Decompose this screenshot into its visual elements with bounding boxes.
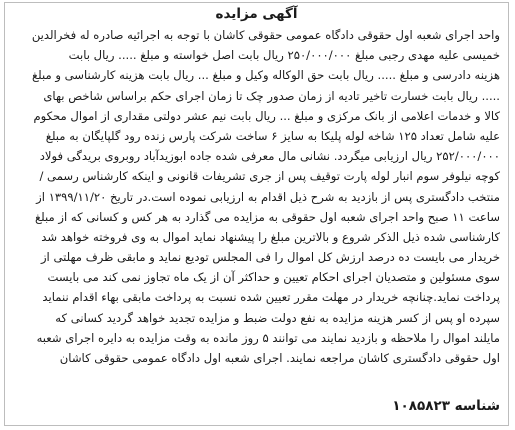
- notice-line: واحد اجرای شعبه اول حقوقی دادگاه عمومی حقوقی کاشان با توجه به اجرائیه صادره له فخرالدین: [31, 28, 500, 42]
- notice-line: علیه شامل تعداد ۱۲۵ شاخه لوله پلیکا به سایز ۶ ساخت شرکت پارس زنده رود گلپایگان به مبلغ: [45, 128, 500, 143]
- notice-line: هزینه دادرسی و مبلغ ..... ریال بابت حق الوکاله وکیل و مبلغ ... ریال بابت هزینه کارشناسی و مبلغ: [31, 68, 500, 83]
- notice-line: ..... ریال بابت خسارت تاخیر تادیه از زمان صدور چک تا زمان اجرای حکم براساس شاخص بهای: [43, 88, 500, 103]
- notice-line: سپرده او پس از کسر هزینه مزایده به نفع دولت ضبط و مزایده تجدید خواهد گردید کسانی که: [55, 310, 500, 325]
- notice-line: کالا و خدمات اعلامی از بانک مرکزی و مبلغ ... ریال بابت نیم عشر دولتی مقداری از اموال محکوم: [33, 108, 500, 123]
- notice-line: کوچه نیلوفر سوم انبار لوله پارت توقیف پس از جری تشریفات قانونی و اینکه کارشناس رسمی /: [39, 169, 500, 184]
- notice-line: خریدار می بایست ده درصد ارزش کل اموال را فی المجلس تودیع نماید و مابقی ظرف مهلتی از: [40, 250, 500, 265]
- notice-line: کارشناسی شده ذیل الذکر شروع و بالاترین مبلغ را پیشنهاد نماید اموال به وی فروخته خواهد شد: [41, 229, 500, 244]
- auction-notice: [4, 2, 509, 426]
- notice-line: منتخب دادگستری پس از بازدید به شرح ذیل اقدام به ارزیابی نموده است.در تاریخ ۱۳۹۹/۱۱/۲۰ از: [36, 189, 500, 204]
- notice-title: آگهی مزایده: [215, 6, 298, 22]
- notice-line: سوی مسئولین و متصدیان اجرای احکام تعیین و حداکثر آن از یک ماه تجاوز نمی کند می بایست: [47, 270, 500, 285]
- notice-line: ۲۵۲/۰۰۰/۰۰۰ ریال ارزیابی میگردد. نشانی مال معرفی شده جاده ابوزیدآباد روبروی بریدگی فولاد: [39, 149, 500, 164]
- notice-line: اول حقوقی دادگستری کاشان مراجعه نمایند. اجرای شعبه اول دادگاه عمومی حقوقی کاشان: [59, 351, 500, 365]
- notice-line: پرداخت نماید.چنانچه خریدار در مهلت مقرر تعیین شده نسبت به پرداخت مابقی بهاء اقدام ننماید: [42, 290, 500, 305]
- notice-line: مایلند اموال را ملاحظه و بازدید نمایند می توانند ۵ روز مانده به وقت مزایده به دایره اجرای شعبه: [36, 330, 500, 345]
- notice-line: خمیسی علیه مهدی رجبی مبلغ ۲۵۰/۰۰۰/۰۰۰ ریال بابت اصل خواسته و مبلغ ..... ریال بابت: [68, 48, 500, 63]
- notice-id: شناسه ۱۰۸۵۸۲۳: [392, 398, 500, 414]
- notice-line: ساعت ۱۱ صبح واحد اجرای شعبه اول حقوقی به مزایده می گذارد به هر کس و کسانی که از مبلغ: [34, 209, 500, 224]
- notice-body: [13, 25, 500, 368]
